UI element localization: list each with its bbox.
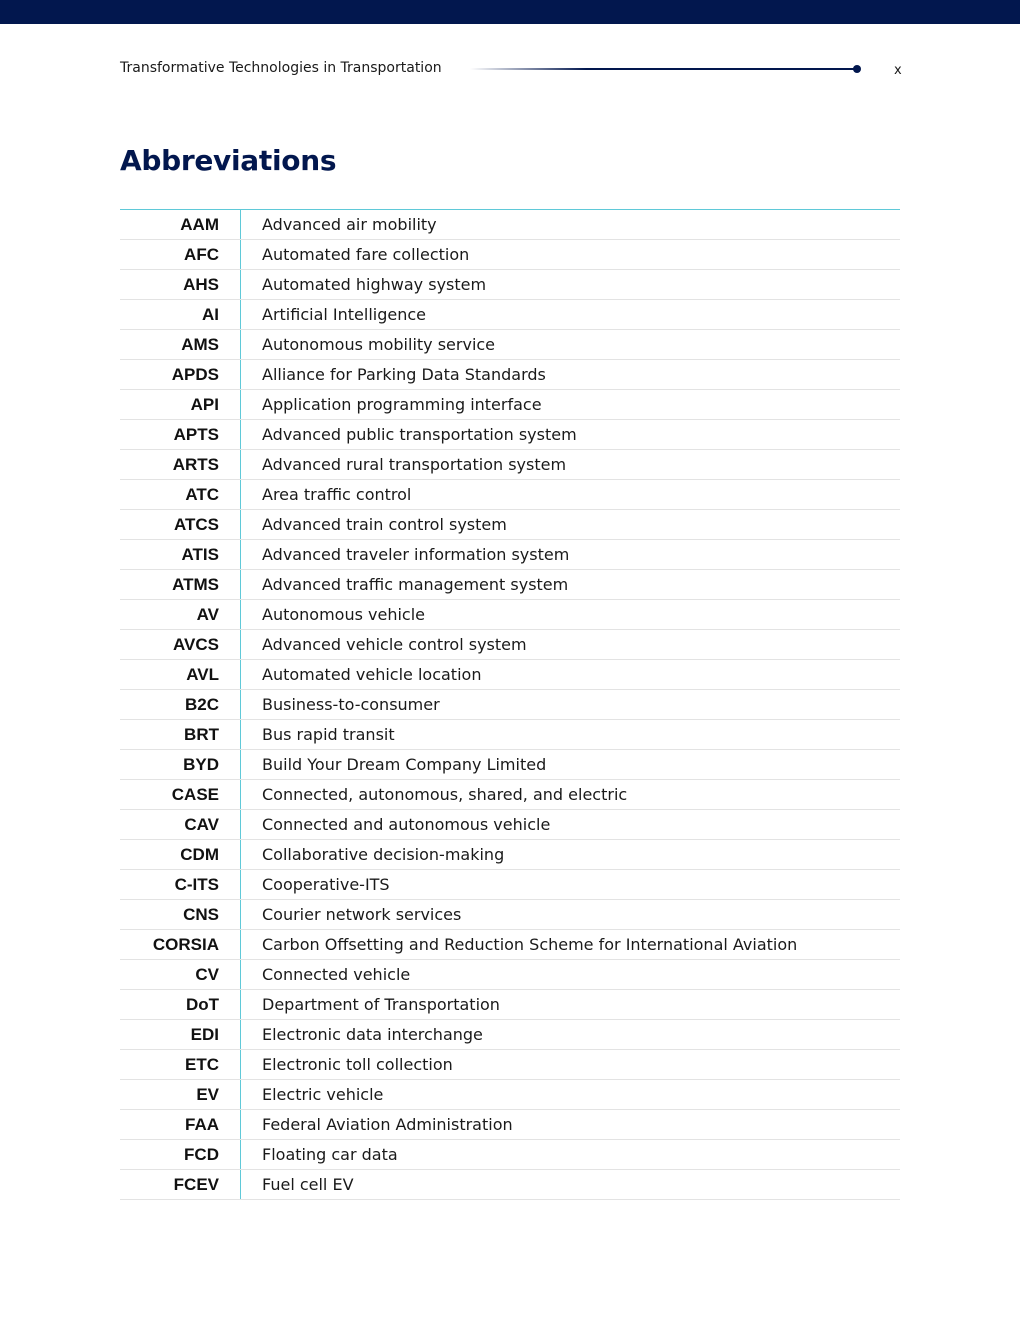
table-row [120, 870, 900, 900]
abbreviation-term: AVL [120, 660, 241, 690]
abbreviation-definition: Autonomous mobility service [241, 330, 901, 360]
abbreviation-term: FAA [120, 1110, 241, 1140]
table-row [120, 510, 900, 540]
abbreviation-term: ATIS [120, 540, 241, 570]
abbreviation-definition: Federal Aviation Administration [241, 1110, 901, 1140]
table-row [120, 930, 900, 960]
abbreviation-definition: Electronic toll collection [241, 1050, 901, 1080]
table-row [120, 210, 900, 240]
abbreviation-term: ETC [120, 1050, 241, 1080]
abbreviation-definition: Connected and autonomous vehicle [241, 810, 901, 840]
abbreviation-term: BRT [120, 720, 241, 750]
abbreviation-term: ATC [120, 480, 241, 510]
abbreviation-term: CAV [120, 810, 241, 840]
page-title: Abbreviations [120, 144, 337, 177]
abbreviation-definition: Automated fare collection [241, 240, 901, 270]
abbreviations-table [120, 209, 900, 1200]
abbreviation-term: CV [120, 960, 241, 990]
abbreviation-definition: Connected, autonomous, shared, and electric [241, 780, 901, 810]
abbreviation-term: APDS [120, 360, 241, 390]
abbreviation-term: EDI [120, 1020, 241, 1050]
abbreviation-definition: Connected vehicle [241, 960, 901, 990]
table-row [120, 390, 900, 420]
table-row [120, 450, 900, 480]
abbreviation-term: AVCS [120, 630, 241, 660]
table-row [120, 900, 900, 930]
abbreviation-term: AI [120, 300, 241, 330]
table-row [120, 540, 900, 570]
table-row [120, 660, 900, 690]
table-row [120, 960, 900, 990]
abbreviation-term: EV [120, 1080, 241, 1110]
table-row [120, 420, 900, 450]
table-row [120, 1050, 900, 1080]
abbreviations-table-body [120, 210, 900, 1200]
abbreviation-term: ARTS [120, 450, 241, 480]
table-row [120, 570, 900, 600]
table-row [120, 1080, 900, 1110]
abbreviation-term: AFC [120, 240, 241, 270]
abbreviation-term: CDM [120, 840, 241, 870]
abbreviation-definition: Build Your Dream Company Limited [241, 750, 901, 780]
abbreviation-term: CORSIA [120, 930, 241, 960]
abbreviation-definition: Fuel cell EV [241, 1170, 901, 1200]
abbreviation-definition: Bus rapid transit [241, 720, 901, 750]
table-row [120, 690, 900, 720]
abbreviation-term: FCD [120, 1140, 241, 1170]
table-row [120, 750, 900, 780]
abbreviation-definition: Business-to-consumer [241, 690, 901, 720]
abbreviation-definition: Carbon Offsetting and Reduction Scheme for International Aviation [241, 930, 901, 960]
table-row [120, 360, 900, 390]
header-rule [470, 68, 858, 70]
table-row [120, 330, 900, 360]
abbreviation-term: CNS [120, 900, 241, 930]
abbreviation-definition: Advanced rural transportation system [241, 450, 901, 480]
abbreviation-term: AMS [120, 330, 241, 360]
abbreviation-term: FCEV [120, 1170, 241, 1200]
abbreviation-term: API [120, 390, 241, 420]
abbreviation-term: AAM [120, 210, 241, 240]
abbreviation-term: CASE [120, 780, 241, 810]
abbreviation-definition: Department of Transportation [241, 990, 901, 1020]
abbreviation-definition: Advanced public transportation system [241, 420, 901, 450]
running-header: Transformative Technologies in Transportation [120, 60, 442, 76]
abbreviation-term: ATCS [120, 510, 241, 540]
abbreviation-definition: Advanced traffic management system [241, 570, 901, 600]
table-row [120, 720, 900, 750]
abbreviation-term: BYD [120, 750, 241, 780]
table-row [120, 1140, 900, 1170]
abbreviation-definition: Advanced train control system [241, 510, 901, 540]
abbreviation-definition: Automated vehicle location [241, 660, 901, 690]
top-banner [0, 0, 1020, 24]
abbreviation-term: AV [120, 600, 241, 630]
header-dot-icon [853, 65, 861, 73]
table-row [120, 1170, 900, 1200]
abbreviation-definition: Area traffic control [241, 480, 901, 510]
abbreviation-term: C-ITS [120, 870, 241, 900]
table-row [120, 990, 900, 1020]
table-row [120, 630, 900, 660]
abbreviation-definition: Electronic data interchange [241, 1020, 901, 1050]
table-row [120, 240, 900, 270]
abbreviation-definition: Floating car data [241, 1140, 901, 1170]
table-row [120, 270, 900, 300]
abbreviation-term: AHS [120, 270, 241, 300]
table-row [120, 300, 900, 330]
table-row [120, 600, 900, 630]
abbreviation-term: ATMS [120, 570, 241, 600]
abbreviation-term: DoT [120, 990, 241, 1020]
table-row [120, 810, 900, 840]
abbreviation-definition: Cooperative-ITS [241, 870, 901, 900]
abbreviation-definition: Artificial Intelligence [241, 300, 901, 330]
abbreviation-definition: Autonomous vehicle [241, 600, 901, 630]
abbreviation-definition: Courier network services [241, 900, 901, 930]
abbreviation-definition: Advanced vehicle control system [241, 630, 901, 660]
table-row [120, 1110, 900, 1140]
abbreviation-term: B2C [120, 690, 241, 720]
abbreviation-definition: Advanced air mobility [241, 210, 901, 240]
abbreviation-definition: Electric vehicle [241, 1080, 901, 1110]
abbreviation-definition: Automated highway system [241, 270, 901, 300]
table-row [120, 480, 900, 510]
table-row [120, 780, 900, 810]
page-number: x [894, 63, 902, 78]
abbreviation-definition: Advanced traveler information system [241, 540, 901, 570]
abbreviation-definition: Application programming interface [241, 390, 901, 420]
table-row [120, 1020, 900, 1050]
abbreviation-definition: Collaborative decision-making [241, 840, 901, 870]
abbreviation-term: APTS [120, 420, 241, 450]
abbreviation-definition: Alliance for Parking Data Standards [241, 360, 901, 390]
table-row [120, 840, 900, 870]
